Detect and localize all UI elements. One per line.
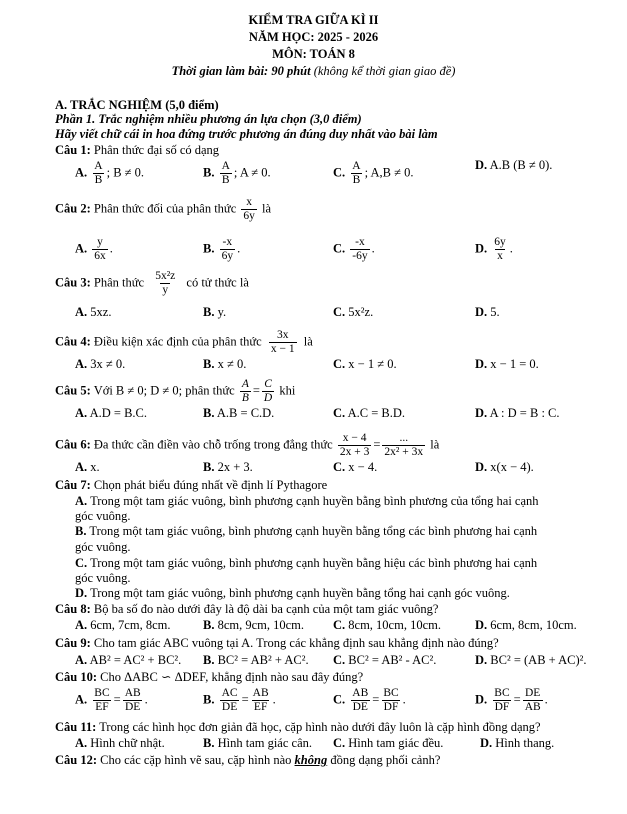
frac-num: 3x: [277, 329, 289, 341]
question-text-tail: khi: [279, 383, 296, 398]
instruction: Hãy viết chữ cái in hoa đứng trước phương án đúng duy nhất vào bài làm: [55, 127, 438, 141]
q11-option-a: [75, 736, 165, 751]
option-letter: D.: [475, 653, 488, 667]
frac-den: D: [263, 392, 273, 404]
option-letter: B.: [203, 736, 215, 750]
frac-den: DF: [383, 701, 399, 713]
frac-den: 6y: [243, 210, 255, 222]
q11-option-d: [480, 736, 554, 751]
frac-den: DE: [125, 701, 141, 713]
frac-den: x: [497, 250, 503, 262]
q7-option-a-cont: góc vuông.: [75, 509, 131, 523]
option-text: A : D = B : C.: [489, 406, 560, 420]
option-letter: B.: [203, 165, 215, 180]
q7-option-c-cont: góc vuông.: [75, 571, 131, 585]
frac-num: AB: [124, 687, 141, 699]
question-text-tail: là: [430, 437, 440, 452]
option-text: y.: [217, 305, 227, 319]
option-text: ; A,B ≠ 0.: [364, 165, 414, 180]
q2-option-d: D. $\frac{6y}{x}$ .: [475, 236, 513, 262]
question-12: [55, 753, 440, 768]
q1-option-d: [475, 158, 552, 173]
question-label: Câu 4:: [55, 334, 91, 349]
frac-num: AB: [352, 687, 369, 699]
q3-option-d: [475, 305, 500, 320]
option-letter: D.: [475, 158, 488, 172]
q7-option-b-cont: góc vuông.: [75, 540, 131, 554]
frac-num: AB: [252, 687, 269, 699]
option-text: x(x − 4).: [490, 460, 534, 474]
option-text: 5xz.: [90, 305, 112, 319]
frac-num: BC: [383, 687, 399, 699]
exam-title: KIỂM TRA GIỮA KÌ II: [248, 13, 379, 27]
q8-option-b: [203, 618, 304, 633]
q10-option-b: B. $\frac{AC}{DE}$ = $\frac{AB}{EF}$ .: [203, 687, 276, 713]
option-text: BC² = (AB + AC)².: [490, 653, 587, 667]
subject: MÔN: TOÁN 8: [272, 47, 355, 61]
question-label: Câu 2:: [55, 201, 91, 216]
option-letter: D.: [475, 692, 488, 707]
time-limit: Thời gian làm bài: 90 phút: [171, 64, 311, 78]
option-text: 5.: [490, 305, 500, 319]
q9-option-b: [203, 653, 309, 668]
option-letter: B.: [203, 460, 215, 474]
option-letter: C.: [333, 460, 346, 474]
option-letter: D.: [475, 406, 488, 420]
frac-num: ...: [399, 432, 409, 444]
option-letter: A.: [75, 460, 88, 474]
option-letter: A.: [75, 618, 88, 632]
q1-option-c: [333, 160, 413, 187]
question-3: [55, 270, 249, 297]
option-letter: C.: [333, 165, 346, 180]
option-letter: B.: [203, 618, 215, 632]
frac-num: x: [246, 196, 252, 208]
q1-option-b: [203, 160, 271, 187]
frac-num: A: [94, 160, 103, 172]
option-text: Trong một tam giác vuông, bình phương cạnh huyền bằng tổng các bình phương hai cạnh: [89, 524, 538, 538]
option-letter: C.: [75, 556, 88, 570]
question-text-tail: là: [262, 201, 272, 216]
option-letter: C.: [333, 736, 346, 750]
question-text: Điều kiện xác định của phân thức: [93, 334, 262, 349]
q2-option-c: C. $\frac{-x}{-6y}$ .: [333, 236, 375, 262]
frac-den: EF: [253, 701, 268, 713]
q8-option-d: [475, 618, 577, 633]
question-label: Câu 10:: [55, 670, 98, 684]
option-letter: C.: [333, 406, 346, 420]
frac-den: B: [352, 174, 361, 186]
frac-num: -x: [222, 236, 233, 248]
question-11: [55, 720, 541, 735]
question-1: [55, 143, 219, 158]
option-letter: D.: [480, 736, 493, 750]
q9-option-a: [75, 653, 181, 668]
q3-option-b: [203, 305, 226, 320]
q7-option-b: [75, 524, 537, 539]
equals-sign: =: [252, 383, 260, 398]
option-text: Hình tam giác đều.: [348, 736, 444, 750]
option-text: Trong một tam giác vuông, bình phương cạnh huyền bằng tổng hai cạnh góc vuông.: [90, 586, 510, 600]
q3-option-a: [75, 305, 111, 320]
question-2: [55, 196, 271, 223]
q6-option-c: [333, 460, 377, 475]
time-info: [0, 64, 627, 79]
q2-option-a: A. $\frac{y}{6x}$ .: [75, 236, 113, 262]
frac-den: 6x: [94, 250, 106, 262]
option-text: x − 1 = 0.: [490, 357, 539, 371]
question-label: Câu 6:: [55, 437, 91, 452]
question-5: [55, 378, 295, 405]
option-letter: C.: [333, 305, 346, 319]
option-letter: D.: [475, 357, 488, 371]
q9-option-c: [333, 653, 436, 668]
q10-option-c: C. $\frac{AB}{DE}$ = $\frac{BC}{DF}$ .: [333, 687, 406, 713]
frac-den: 6y: [221, 250, 234, 262]
frac-den: x − 1: [270, 343, 295, 355]
q10-option-d: D. $\frac{BC}{DF}$ = $\frac{DE}{AB}$ .: [475, 687, 548, 713]
option-letter: A.: [75, 736, 88, 750]
question-text: Chọn phát biểu đúng nhất về định lí Pythagore: [93, 478, 328, 492]
question-label: Câu 1:: [55, 143, 91, 157]
question-7: [55, 478, 327, 493]
option-letter: B.: [75, 524, 87, 538]
frac-num: A: [241, 378, 249, 390]
option-text: A.B = C.D.: [216, 406, 275, 420]
option-letter: B.: [203, 305, 215, 319]
question-label: Câu 7:: [55, 478, 91, 492]
option-letter: A.: [75, 357, 88, 371]
option-text: ; A ≠ 0.: [233, 165, 271, 180]
frac-num: 5x²z: [155, 270, 176, 282]
question-label: Câu 11:: [55, 720, 97, 734]
option-letter: D.: [75, 586, 88, 600]
part1-title: Phần 1. Trắc nghiệm nhiều phương án lựa chọn (3,0 điểm): [55, 112, 362, 126]
q4-option-a: [75, 357, 125, 372]
time-note: (không kể thời gian giao đề): [313, 64, 456, 78]
option-text: Hình thang.: [495, 736, 555, 750]
option-text: A.C = B.D.: [347, 406, 405, 420]
frac-den: B: [94, 174, 103, 186]
option-letter: D.: [475, 618, 488, 632]
frac-num: AC: [221, 687, 238, 699]
frac-den: AB: [524, 701, 541, 713]
option-letter: A.: [75, 406, 88, 420]
option-text: Hình chữ nhật.: [90, 736, 165, 750]
question-label: Câu 12:: [55, 753, 98, 767]
option-letter: B.: [203, 653, 215, 667]
option-letter: A.: [75, 241, 88, 256]
option-letter: D.: [475, 305, 488, 319]
option-text: ; B ≠ 0.: [106, 165, 145, 180]
option-text: 8cm, 10cm, 10cm.: [348, 618, 441, 632]
question-text-tail: đồng dạng phối cảnh?: [330, 753, 441, 767]
option-text: x − 4.: [348, 460, 378, 474]
option-text: Trong một tam giác vuông, bình phương cạnh huyền bằng bình phương của tổng hai cạnh: [90, 494, 539, 508]
option-text: BC² = AB² + AC².: [217, 653, 309, 667]
option-letter: A.: [75, 165, 88, 180]
question-text-tail: có tử thức là: [186, 275, 249, 290]
question-text: Phân thức đại số có dạng: [93, 143, 220, 157]
option-letter: B.: [203, 241, 215, 256]
q7-option-c: [75, 556, 537, 571]
frac-num: y: [97, 236, 103, 248]
q4-option-d: [475, 357, 539, 372]
q6-option-d: [475, 460, 534, 475]
frac-num: C: [264, 378, 272, 390]
q10-option-a: A. $\frac{BC}{EF}$ = $\frac{AB}{DE}$ .: [75, 687, 148, 713]
option-text: 8cm, 9cm, 10cm.: [217, 618, 305, 632]
option-letter: C.: [333, 618, 346, 632]
option-letter: A.: [75, 692, 88, 707]
frac-num: A: [221, 160, 230, 172]
q8-option-a: [75, 618, 170, 633]
question-text: Cho các cặp hình vẽ sau, cặp hình nào: [100, 753, 292, 767]
q7-option-d: [75, 586, 510, 601]
question-4: [55, 329, 313, 356]
option-letter: A.: [75, 653, 88, 667]
section-a-title: A. TRẮC NGHIỆM (5,0 điểm): [55, 98, 219, 112]
question-text: Trong các hình học đơn giản đã học, cặp hình nào dưới đây luôn là cặp hình đồng dạng?: [99, 720, 541, 734]
school-year: NĂM HỌC: 2025 - 2026: [248, 30, 379, 44]
question-label: Câu 8:: [55, 602, 91, 616]
q2-option-b: B. $\frac{-x}{6y}$ .: [203, 236, 241, 262]
q9-option-d: [475, 653, 587, 668]
question-text: Cho tam giác ABC vuông tại A. Trong các khẳng định sau khẳng định nào đúng?: [93, 636, 499, 650]
option-text: AB² = AC² + BC².: [89, 653, 182, 667]
question-text: Cho ΔABC ∽ ΔDEF, khẳng định nào sau đây đúng?: [100, 670, 364, 684]
option-letter: B.: [203, 692, 215, 707]
option-text: 6cm, 7cm, 8cm.: [90, 618, 171, 632]
frac-num: BC: [94, 687, 110, 699]
q6-option-a: [75, 460, 100, 475]
q7-option-a: [75, 494, 539, 509]
frac-den: 2x + 3: [339, 446, 370, 458]
option-text: Hình tam giác cân.: [217, 736, 313, 750]
frac-num: A: [352, 160, 361, 172]
option-letter: A.: [75, 494, 88, 508]
question-text: Phân thức đối của phân thức: [93, 201, 237, 216]
option-text: BC² = AB² - AC².: [348, 653, 437, 667]
option-letter: D.: [475, 241, 488, 256]
question-text: Phân thức: [93, 275, 145, 290]
option-letter: B.: [203, 357, 215, 371]
question-label: Câu 9:: [55, 636, 91, 650]
option-text: 3x ≠ 0.: [90, 357, 126, 371]
frac-den: B: [221, 174, 230, 186]
question-6: [55, 432, 439, 459]
option-letter: D.: [475, 460, 488, 474]
question-8: [55, 602, 438, 617]
q8-option-c: [333, 618, 441, 633]
q5-option-a: [75, 406, 147, 421]
option-text: Trong một tam giác vuông, bình phương cạnh huyền bằng hiệu các bình phương hai cạnh: [90, 556, 538, 570]
option-letter: C.: [333, 653, 346, 667]
emphasis-word: không: [294, 753, 328, 767]
q11-option-b: [203, 736, 312, 751]
frac-den: B: [241, 392, 249, 404]
frac-num: BC: [494, 687, 510, 699]
question-text: Đa thức cần điền vào chỗ trống trong đẳng thức: [93, 437, 333, 452]
frac-den: -6y: [352, 250, 368, 262]
frac-den: DF: [494, 701, 510, 713]
q6-option-b: [203, 460, 253, 475]
question-10: [55, 670, 363, 685]
frac-den: DE: [352, 701, 368, 713]
q3-option-c: [333, 305, 373, 320]
option-text: A.D = B.C.: [89, 406, 147, 420]
frac-num: DE: [525, 687, 541, 699]
option-text: x ≠ 0.: [217, 357, 247, 371]
option-letter: C.: [333, 692, 346, 707]
frac-num: -x: [355, 236, 365, 248]
option-text: x.: [90, 460, 100, 474]
q4-option-c: [333, 357, 397, 372]
option-text: 2x + 3.: [217, 460, 253, 474]
option-text: x − 1 ≠ 0.: [348, 357, 397, 371]
option-letter: B.: [203, 406, 215, 420]
q5-option-b: [203, 406, 274, 421]
q4-option-b: [203, 357, 246, 372]
option-letter: A.: [75, 305, 88, 319]
question-9: [55, 636, 499, 651]
q11-option-c: [333, 736, 443, 751]
option-text: 5x²z.: [348, 305, 374, 319]
question-text-tail: là: [303, 334, 313, 349]
q5-option-d: [475, 406, 560, 421]
option-letter: C.: [333, 357, 346, 371]
frac-num: 6y: [494, 236, 506, 248]
option-letter: C.: [333, 241, 346, 256]
option-text: A.B (B ≠ 0).: [489, 158, 553, 172]
frac-den: EF: [95, 701, 109, 713]
frac-den: DE: [221, 701, 238, 713]
q5-option-c: [333, 406, 405, 421]
question-label: Câu 3:: [55, 275, 91, 290]
question-text: Với B ≠ 0; D ≠ 0; phân thức: [93, 383, 235, 398]
question-label: Câu 5:: [55, 383, 91, 398]
option-text: 6cm, 8cm, 10cm.: [490, 618, 577, 632]
q1-option-a: [75, 160, 144, 187]
equals-sign: =: [373, 437, 381, 452]
frac-den: y: [162, 284, 169, 296]
frac-den: 2x² + 3x: [384, 446, 424, 458]
question-text: Bộ ba số đo nào dưới đây là độ dài ba cạnh của một tam giác vuông?: [93, 602, 439, 616]
frac-num: x − 4: [342, 432, 367, 444]
